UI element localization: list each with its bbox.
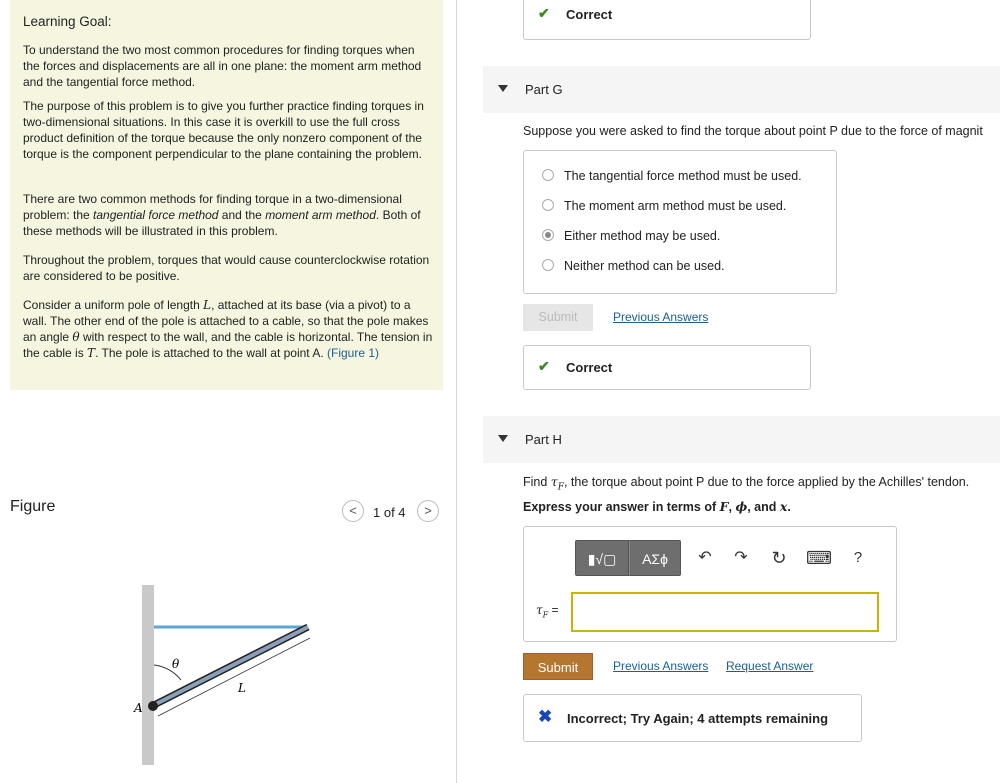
learning-goal-purpose: The purpose of this problem is to give you further practice finding torques in two-dimensional situations. In this case it is overkill to use the full cross product definition of the torque because the only nonzero component of the torque is the component perpendicular to the plane containing the problem. [23, 99, 424, 161]
help-icon[interactable]: ? [853, 549, 863, 566]
check-icon: ✔ [538, 5, 550, 21]
chevron-right-icon: > [424, 503, 432, 518]
figure-prev-button[interactable] [342, 500, 364, 522]
column-divider [456, 0, 457, 783]
part-h-question: Find $\tau_F$, the torque about point P due to the force applied by the Achilles' tendon. [523, 474, 970, 493]
radio-button[interactable] [542, 169, 554, 181]
undo-icon[interactable]: ↶ [698, 549, 712, 566]
wall [142, 585, 154, 765]
feedback-text: Correct [566, 7, 613, 22]
answer-input[interactable] [571, 592, 879, 632]
check-icon: ✔ [538, 358, 550, 374]
part-h-previous-answers-link[interactable]: Previous Answers [613, 659, 709, 673]
answer-entry-panel [523, 526, 897, 642]
part-g-options: The tangential force method must be used. The moment arm method must be used. Either method may be used. Neither method can be used. [523, 150, 837, 294]
greek-symbols-button[interactable]: ΑΣϕ [629, 540, 681, 576]
figure-next-button[interactable] [417, 500, 439, 522]
feedback-text: Incorrect; Try Again; 4 attempts remaining [567, 711, 829, 726]
templates-button[interactable]: ▮√▢ [575, 540, 629, 576]
learning-goal-panel [10, 0, 443, 390]
part-g-header[interactable] [483, 66, 1000, 113]
radio-button-selected[interactable] [542, 229, 554, 241]
theta-label: θ [172, 657, 180, 671]
part-h-instructions: Express your answer in terms of F, ϕ, and x. [523, 499, 791, 514]
math-toolbar [575, 540, 863, 578]
redo-icon[interactable]: ↷ [734, 549, 748, 566]
radio-button[interactable] [542, 199, 554, 211]
radio-button[interactable] [542, 259, 554, 271]
keyboard-icon[interactable]: ⌨ [806, 548, 832, 568]
figure-1-link[interactable]: (Figure 1) [327, 346, 380, 360]
part-h-header[interactable] [483, 416, 1000, 463]
pivot-point-a [148, 701, 158, 711]
learning-goal-setup: Consider a uniform pole of length L, attached at its base (via a pivot) to a wall. The other end of the pole is attached to a cable, so that the pole makes an angle θ with respect to the wall, and the cable is horizontal. The tension in the cable is T. The pole is attached to the wall at point A. (Figure 1) [23, 298, 433, 360]
part-g-previous-answers-link[interactable]: Previous Answers [613, 310, 709, 324]
learning-goal-intro: To understand the two most common procedures for finding torques when the forces and displacements are all in one plane: the moment arm method and the tangential force method. [23, 43, 422, 89]
request-answer-link[interactable]: Request Answer [726, 659, 814, 673]
part-h-submit-button[interactable]: Submit [523, 653, 593, 680]
part-h-label: Part H [525, 432, 562, 447]
feedback-text: Correct [566, 360, 613, 375]
learning-goal-methods: There are two common methods for finding torque in a two-dimensional problem: the tangential force method and the moment arm method. Both of these methods will be illustrated in this problem. [23, 192, 421, 238]
part-g-feedback [523, 345, 811, 390]
collapse-triangle-icon [498, 85, 508, 92]
incorrect-x-icon: ✖ [538, 707, 553, 726]
chevron-left-icon: < [349, 503, 357, 518]
figure-title: Figure [10, 498, 56, 515]
length-label: L [238, 681, 246, 695]
reset-icon[interactable]: ↻ [771, 548, 787, 568]
part-h-feedback [523, 694, 862, 742]
part-g-submit-button[interactable]: Submit [523, 304, 593, 331]
learning-goal-title: Learning Goal: [23, 14, 112, 29]
previous-part-feedback [523, 0, 811, 40]
answer-label: $\tau_F$ = [536, 603, 559, 620]
collapse-triangle-icon [498, 435, 508, 442]
figure-page-count: 1 of 4 [373, 505, 406, 520]
point-a-label: A [134, 701, 143, 715]
part-g-label: Part G [525, 82, 563, 97]
learning-goal-sign-convention: Throughout the problem, torques that would cause counterclockwise rotation are considered to be positive. [23, 253, 430, 283]
part-g-question: Suppose you were asked to find the torque about point P due to the force of magnit [523, 124, 983, 138]
length-dimension-line [158, 638, 310, 716]
pole-figure [120, 580, 340, 770]
